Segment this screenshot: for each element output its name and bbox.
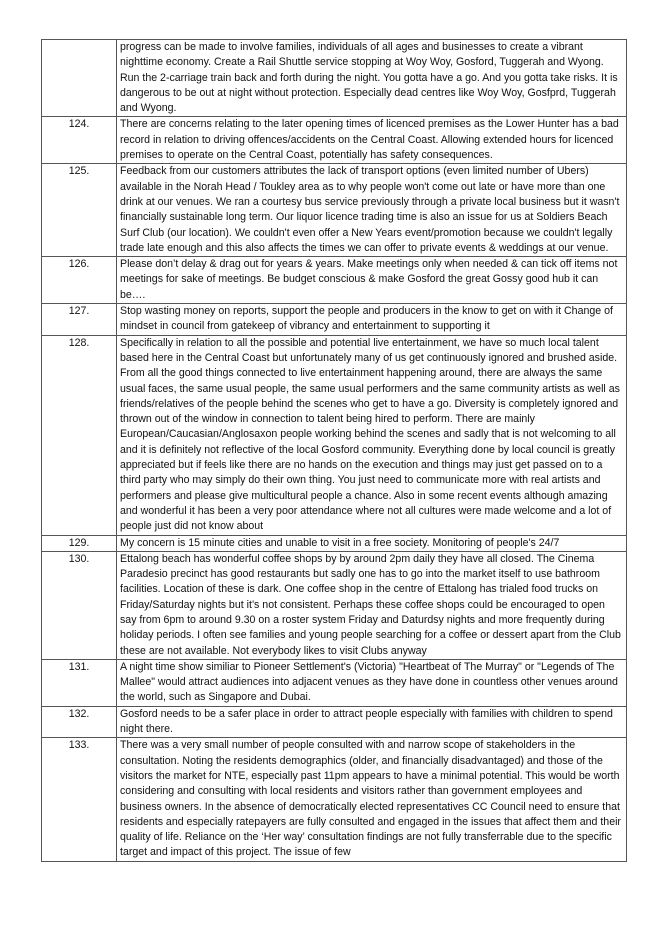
table-row [42, 335, 627, 535]
row-number: 127. [42, 304, 117, 336]
row-number: 126. [42, 257, 117, 304]
row-comment: Ettalong beach has wonderful coffee shops by by around 2pm daily they have all closed. The Cinema Paradesio precinct has good restaurants but sadly one has to go into the market itself to use bathroom facilities. Location of these is dark. One coffee shop in the centre of Ettalong has trialed food trucks on Friday/Saturday nights but it’s not consistent. Perhaps these coffee shops could be encouraged to open say from 6pm to around 9.30 on a roster system Friday and Daturdsy nights and more frequently during holiday periods. I often see families and young people searching for a coffee or dessert apart from the Club these are not available. Not everybody likes to visit Clubs anyway [117, 551, 627, 659]
row-comment: Stop wasting money on reports, support the people and producers in the know to get on with it Change of mindset in council from gatekeep of vibrancy and entertainment to supporting it [117, 304, 627, 336]
submissions-table [41, 39, 627, 862]
table-row [42, 706, 627, 738]
row-comment: Feedback from our customers attributes the lack of transport options (even limited number of Ubers) available in the Norah Head / Toukley area as to why people won't come out late or have more than one drink at our venues. We ran a courtesy bus service previously through a private local business but it wasn't financially sustainable long term. Our liquor licence trading time is also an issue for us at Soldiers Beach Surf Club (our location). We couldn't even offer a New Years event/promotion because we couldn't legally trade late enough and this also affects the times we can offer to private events & weddings at our venue. [117, 164, 627, 257]
row-comment: There was a very small number of people consulted with and narrow scope of stakeholders in the consultation. Noting the residents demographics (older, and financially disadvantaged) and those of the visitors the market for NTE, especially past 11pm appears to have a minimal potential. This would be worth considering and consulting with local residents and visitors rather than government employees and business owners. In the absence of democratically elected representatives CC Council need to ensure that residents and especially ratepayers are fully consulted and engaged in the issues that affect them and their quality of life. Reliance on the ‘Her way’ consultation findings are not fully transferrable due to the specific target and impact of this project. The issue of few [117, 738, 627, 861]
row-number: 128. [42, 335, 117, 535]
row-number: 129. [42, 535, 117, 551]
row-number: 130. [42, 551, 117, 659]
row-comment: Gosford needs to be a safer place in order to attract people especially with families with children to spend night there. [117, 706, 627, 738]
row-comment: A night time show similiar to Pioneer Settlement's (Victoria) "Heartbeat of The Murray" or "Legends of The Mallee" would attract audiences into adjacent venues as they have done in countless other venues around the world, such as Singapore and Dubai. [117, 659, 627, 706]
table-row [42, 117, 627, 164]
row-comment: Specifically in relation to all the possible and potential live entertainment, we have so much local talent based here in the Central Coast but unfortunately many of us get continuously ignored and brushed aside. From all the good things connected to live entertainment happening around, there are always the same usual faces, the same usual people, the same usual performers and the same community artists as well as friends/relatives of the people behind the scenes who get to have a go. Diversity is completely ignored and thrown out of the window in connection to talent being hired to perform. There are mainly European/Caucasian/Anglosaxon people working behind the scenes and sadly that is not welcoming to all and it is definitely not reflective of the local Gosford community. Everything done by local council is greatly appreciated but if feels like there are no hands on the execution and things may just get passed on to a third party who may simply do their own thing. You just need to communicate more with real artists and performers and please give multicultural people a chance. Also in some recent events although amazing and wonderful it has been a very poor attendance where not all cultures were made welcome and a lot of people just did not know about [117, 335, 627, 535]
row-number: 125. [42, 164, 117, 257]
row-number: 124. [42, 117, 117, 164]
table-row [42, 535, 627, 551]
table-row [42, 164, 627, 257]
row-comment: progress can be made to involve families, individuals of all ages and businesses to create a vibrant nighttime economy. Create a Rail Shuttle service stopping at Woy Woy, Gosford, Tuggerah and Wyong. Run the 2-carriage train back and forth during the night. You gotta have a go. And you gotta take risks. It is dangerous to be out at night without protection. Especially dead centres like Woy Woy, Gosfprd, Tuggerah and Wyong. [117, 40, 627, 117]
row-number [42, 40, 117, 117]
row-comment: My concern is 15 minute cities and unable to visit in a free society. Monitoring of people's 24/7 [117, 535, 627, 551]
table-row [42, 738, 627, 861]
row-number: 133. [42, 738, 117, 861]
row-number: 132. [42, 706, 117, 738]
row-comment: Please don’t delay & drag out for years & years. Make meetings only when needed & can tick off items not meetings for sake of meetings. Be budget conscious & make Gosford the great Gossy good hub it can be…. [117, 257, 627, 304]
table-row [42, 257, 627, 304]
table-row [42, 40, 627, 117]
table-row [42, 304, 627, 336]
table-row [42, 551, 627, 659]
row-comment: There are concerns relating to the later opening times of licenced premises as the Lower Hunter has a bad record in relation to driving offences/accidents on the Central Coast. Allowing extended hours for licenced premises to operate on the Central Coast, potentially has safety consequences. [117, 117, 627, 164]
table-row [42, 659, 627, 706]
row-number: 131. [42, 659, 117, 706]
